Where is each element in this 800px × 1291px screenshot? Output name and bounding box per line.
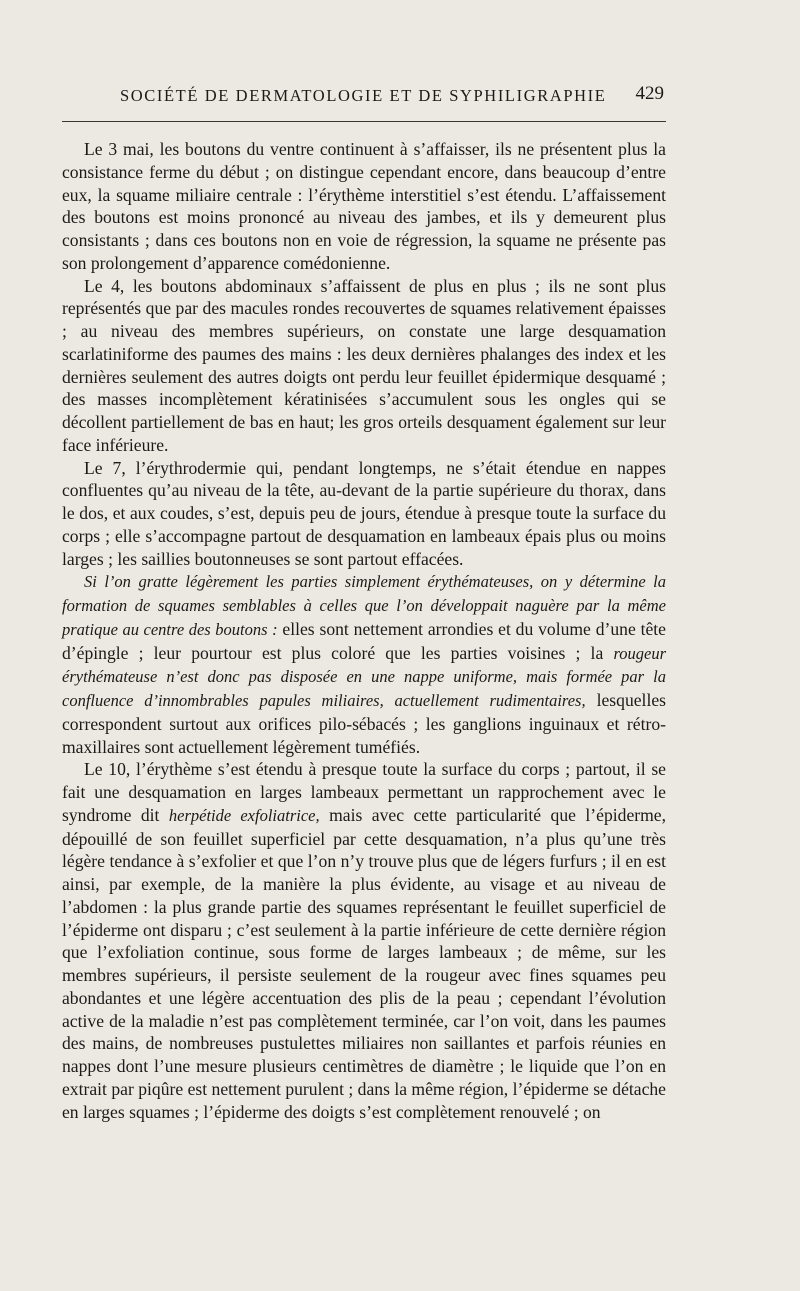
paragraph-day-7: Le 7, l’érythrodermie qui, pendant longtemps, ne s’était étendue en nappes confluentes qu’au niveau de la tête, au-devant de la partie supérieure du thorax, dans le dos, et aux coudes, s’est, depuis peu de jours, étendue à presque toute la surface du corps ; elle s’accompagne partout de desquamation en lambeaux épais plus ou moins larges ; les saillies boutonneuses se sont partout effacées. <box>62 457 666 569</box>
body-text <box>62 138 666 1123</box>
running-title: SOCIÉTÉ DE DERMATOLOGIE ET DE SYPHILIGRAPHIE <box>120 86 607 105</box>
italic-passage: rougeur érythémateuse n’est donc pas disposée en une nappe uniforme, mais formée par la confluence d’innombrables papules miliaires, actuellement rudimentaires, <box>62 643 666 710</box>
text-run: mais avec cette particularité que l’épiderme, dépouillé de son feuillet superficiel par cette desquamation, n’a plus qu’une très légère tendance à s’exfolier et que l’on n’y trouve plus que de légers furfurs ; il en est ainsi, par exemple, de la manière la plus évidente, au visage et au niveau de l’abdomen : la plus grande partie des squames représentant le feuillet superficiel de l’épiderme ont disparu ; c’est seulement à la partie inférieure de cette dernière région que l’exfoliation continue, sous forme de larges lambeaux ; de même, sur les membres supérieurs, il persiste seulement de la rougeur avec fines squames peu abondantes et une légère accentuation des plis de la peau ; cependant l’évolution active de la maladie n’est pas complètement terminée, car l’on voit, dans les paumes des mains, de nombreuses pustulettes miliaires non saillantes et parfois réunies en nappes dont l’une mesure plusieurs centimètres de diamètre ; le liquide que l’on en extrait par piqûre est nettement purulent ; dans la même région, l’épiderme se détache en larges squames ; l’épiderme des doigts s’est complètement renouvelé ; on <box>62 804 666 1122</box>
text-run: lesquelles correspondent surtout aux orifices pilo-sébacés ; les ganglions inguinaux et rétro-maxillaires sont actuellement légèrement tuméfiés. <box>62 690 666 757</box>
paragraph-may-3: Le 3 mai, les boutons du ventre continuent à s’affaisser, ils ne présentent plus la consistance ferme du début ; on distingue cependant encore, dans beaucoup d’entre eux, la squame miliaire centrale : l’érythème interstitiel s’est étendu. L’affaissement des boutons est moins prononcé au niveau des jambes, et ils y demeurent plus consistants ; dans ces boutons non en voie de régression, la squame ne présente pas son prolongement d’apparence comédonienne. <box>62 139 666 273</box>
italic-passage: Si l’on gratte légèrement les parties simplement érythémateuses, on y détermine la formation de squames semblables à celles que l’on développait naguère par la même pratique au centre des boutons : <box>62 572 666 639</box>
paragraph-day-10 <box>62 758 666 1123</box>
paragraph-scratch-observation <box>62 570 666 758</box>
header-rule <box>62 121 666 122</box>
paragraph-day-4: Le 4, les boutons abdominaux s’affaissent de plus en plus ; ils ne sont plus représentés que par des macules rondes recouvertes de squames relativement épaisses ; au niveau des membres supérieurs, on constate une large desquamation scarlatiniforme des paumes des mains : les deux dernières phalanges des index et les dernières seulement des autres doigts ont perdu leur feuillet épidermique desquamé ; des masses incomplètement kératinisées s’accumulent sous les ongles qui se décollent partiellement de bas en haut; les gros orteils desquament également sur leur face inférieure. <box>62 275 666 455</box>
text-run: elles sont nettement arrondies et du volume d’une tête d’épingle ; leur pourtour est plus coloré que les parties voisines ; la <box>62 618 666 663</box>
running-head <box>62 83 666 112</box>
italic-passage: herpétide exfoliatrice, <box>168 805 320 825</box>
text-run: Le 10, l’érythème s’est étendu à presque toute la surface du corps ; partout, il se fait une desquamation en larges lambeaux permettant un rapprochement avec le syndrome dit <box>62 759 666 825</box>
page-number: 429 <box>635 83 664 104</box>
